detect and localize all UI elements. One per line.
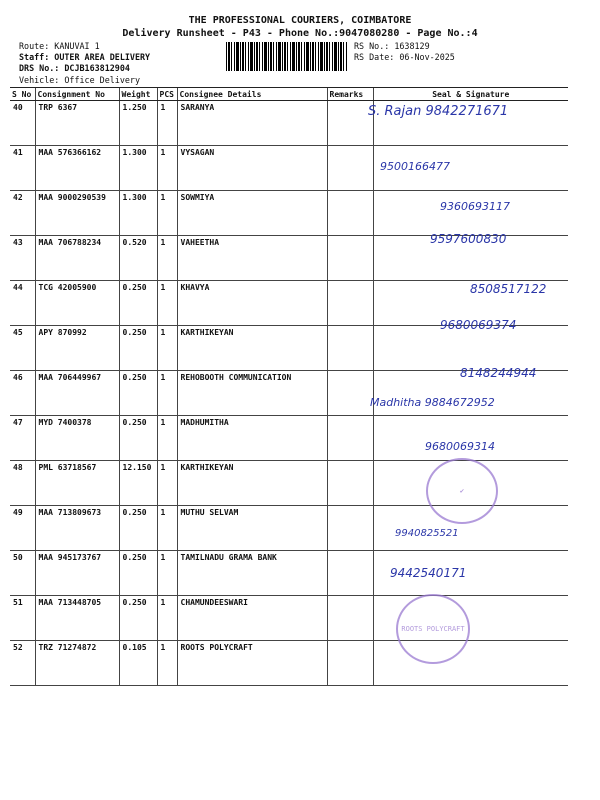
cell-consignment-no: MAA 706788234 (35, 236, 119, 281)
cell-consignment-no: TCG 42005900 (35, 281, 119, 326)
cell-consignment-no: MAA 713448705 (35, 596, 119, 641)
cell-weight: 0.520 (119, 236, 157, 281)
cell-consignee: VAHEETHA (177, 236, 327, 281)
cell-remarks (327, 101, 373, 146)
signature-46: 8148244944 (460, 366, 537, 380)
cell-pcs: 1 (157, 641, 177, 686)
cell-weight: 0.250 (119, 416, 157, 461)
drs-text: DRS No.: DCJB163812904 (19, 63, 130, 74)
cell-pcs: 1 (157, 461, 177, 506)
cell-weight: 12.150 (119, 461, 157, 506)
cell-remarks (327, 551, 373, 596)
signature-47: Madhitha 9884672952 (370, 396, 495, 409)
cell-consignee: KARTHIKEYAN (177, 326, 327, 371)
cell-pcs: 1 (157, 146, 177, 191)
cell-consignee: SOWMIYA (177, 191, 327, 236)
cell-consignee: SARANYA (177, 101, 327, 146)
col-sno: S No (10, 88, 35, 101)
cell-weight: 0.250 (119, 551, 157, 596)
col-weight: Weight (119, 88, 157, 101)
table-row (10, 596, 568, 641)
cell-remarks (327, 461, 373, 506)
cell-consignee: KHAVYA (177, 281, 327, 326)
barcode-image (226, 42, 348, 71)
cell-consignment-no: MAA 9000290539 (35, 191, 119, 236)
cell-remarks (327, 326, 373, 371)
col-consignment: Consignment No (35, 88, 119, 101)
cell-consignment-no: MYD 7400378 (35, 416, 119, 461)
signature-41: 9500166477 (380, 160, 450, 173)
cell-weight: 0.105 (119, 641, 157, 686)
cell-consignment-no: MAA 706449967 (35, 371, 119, 416)
rs-no-text: RS No.: 1638129 (354, 41, 430, 51)
cell-remarks (327, 236, 373, 281)
cell-pcs: 1 (157, 236, 177, 281)
cell-consignee: ROOTS POLYCRAFT (177, 641, 327, 686)
seal-stamp-52: ROOTS POLYCRAFT (396, 594, 470, 664)
cell-remarks (327, 596, 373, 641)
col-consignee: Consignee Details (177, 88, 327, 101)
cell-remarks (327, 641, 373, 686)
cell-sno: 42 (10, 191, 35, 236)
cell-pcs: 1 (157, 551, 177, 596)
cell-weight: 0.250 (119, 596, 157, 641)
cell-weight: 1.300 (119, 191, 157, 236)
runsheet-table (10, 87, 568, 686)
col-seal-signature: Seal & Signature (373, 88, 568, 101)
cell-sno: 48 (10, 461, 35, 506)
runsheet-subtitle: Delivery Runsheet - P43 - Phone No.:9047080280 - Page No.:4 (122, 28, 478, 39)
seal-stamp-49: ✔ (426, 458, 498, 524)
cell-remarks (327, 146, 373, 191)
vehicle-text: Vehicle: Office Delivery (19, 74, 141, 85)
signature-44: 8508517122 (470, 282, 547, 296)
cell-pcs: 1 (157, 326, 177, 371)
table-header-row (10, 88, 568, 101)
cell-remarks (327, 281, 373, 326)
staff-text: Staff: OUTER AREA DELIVERY (19, 52, 151, 63)
signature-45: 9680069374 (440, 318, 517, 332)
signature-42: 9360693117 (440, 200, 510, 213)
cell-pcs: 1 (157, 281, 177, 326)
meta-left (19, 41, 150, 86)
cell-weight: 0.250 (119, 371, 157, 416)
cell-sno: 40 (10, 101, 35, 146)
cell-weight: 0.250 (119, 326, 157, 371)
table-row (10, 641, 568, 686)
cell-sno: 52 (10, 641, 35, 686)
cell-consignee: VYSAGAN (177, 146, 327, 191)
cell-sno: 49 (10, 506, 35, 551)
cell-consignment-no: TRP 6367 (35, 101, 119, 146)
cell-consignee: KARTHIKEYAN (177, 461, 327, 506)
cell-signature (373, 191, 568, 236)
cell-sno: 47 (10, 416, 35, 461)
cell-weight: 1.250 (119, 101, 157, 146)
cell-weight: 0.250 (119, 281, 157, 326)
col-remarks: Remarks (327, 88, 373, 101)
cell-consignment-no: MAA 945173767 (35, 551, 119, 596)
table-row (10, 551, 568, 596)
table-row (10, 416, 568, 461)
company-title: THE PROFESSIONAL COURIERS, COIMBATORE (188, 15, 412, 26)
cell-consignee: MUTHU SELVAM (177, 506, 327, 551)
route-text: Route: KANUVAI 1 (19, 41, 100, 51)
meta-right (354, 41, 455, 63)
cell-sno: 43 (10, 236, 35, 281)
cell-pcs: 1 (157, 596, 177, 641)
cell-remarks (327, 191, 373, 236)
cell-sno: 44 (10, 281, 35, 326)
cell-sno: 50 (10, 551, 35, 596)
cell-consignment-no: APY 870992 (35, 326, 119, 371)
cell-signature (373, 416, 568, 461)
cell-remarks (327, 416, 373, 461)
cell-pcs: 1 (157, 371, 177, 416)
cell-sno: 46 (10, 371, 35, 416)
cell-consignee: CHAMUNDEESWARI (177, 596, 327, 641)
cell-consignment-no: MAA 576366162 (35, 146, 119, 191)
cell-remarks (327, 506, 373, 551)
rs-date-text: RS Date: 06-Nov-2025 (354, 52, 455, 63)
cell-sno: 45 (10, 326, 35, 371)
cell-signature (373, 326, 568, 371)
cell-consignee: MADHUMITHA (177, 416, 327, 461)
cell-pcs: 1 (157, 191, 177, 236)
signature-43: 9597600830 (430, 232, 507, 246)
table-row (10, 146, 568, 191)
table-row (10, 326, 568, 371)
cell-sno: 51 (10, 596, 35, 641)
cell-consignment-no: PML 63718567 (35, 461, 119, 506)
signature-48: 9680069314 (425, 440, 495, 453)
signature-50: 9940825521 (395, 528, 459, 539)
cell-consignment-no: TRZ 71274872 (35, 641, 119, 686)
cell-weight: 1.300 (119, 146, 157, 191)
cell-pcs: 1 (157, 506, 177, 551)
cell-weight: 0.250 (119, 506, 157, 551)
cell-consignee: REHOBOOTH COMMUNICATION (177, 371, 327, 416)
cell-consignee: TAMILNADU GRAMA BANK (177, 551, 327, 596)
cell-pcs: 1 (157, 416, 177, 461)
signature-51: 9442540171 (390, 566, 467, 580)
cell-consignment-no: MAA 713809673 (35, 506, 119, 551)
col-pcs: PCS (157, 88, 177, 101)
cell-pcs: 1 (157, 101, 177, 146)
signature-40: S. Rajan 9842271671 (368, 104, 509, 119)
table-row (10, 191, 568, 236)
cell-sno: 41 (10, 146, 35, 191)
cell-remarks (327, 371, 373, 416)
